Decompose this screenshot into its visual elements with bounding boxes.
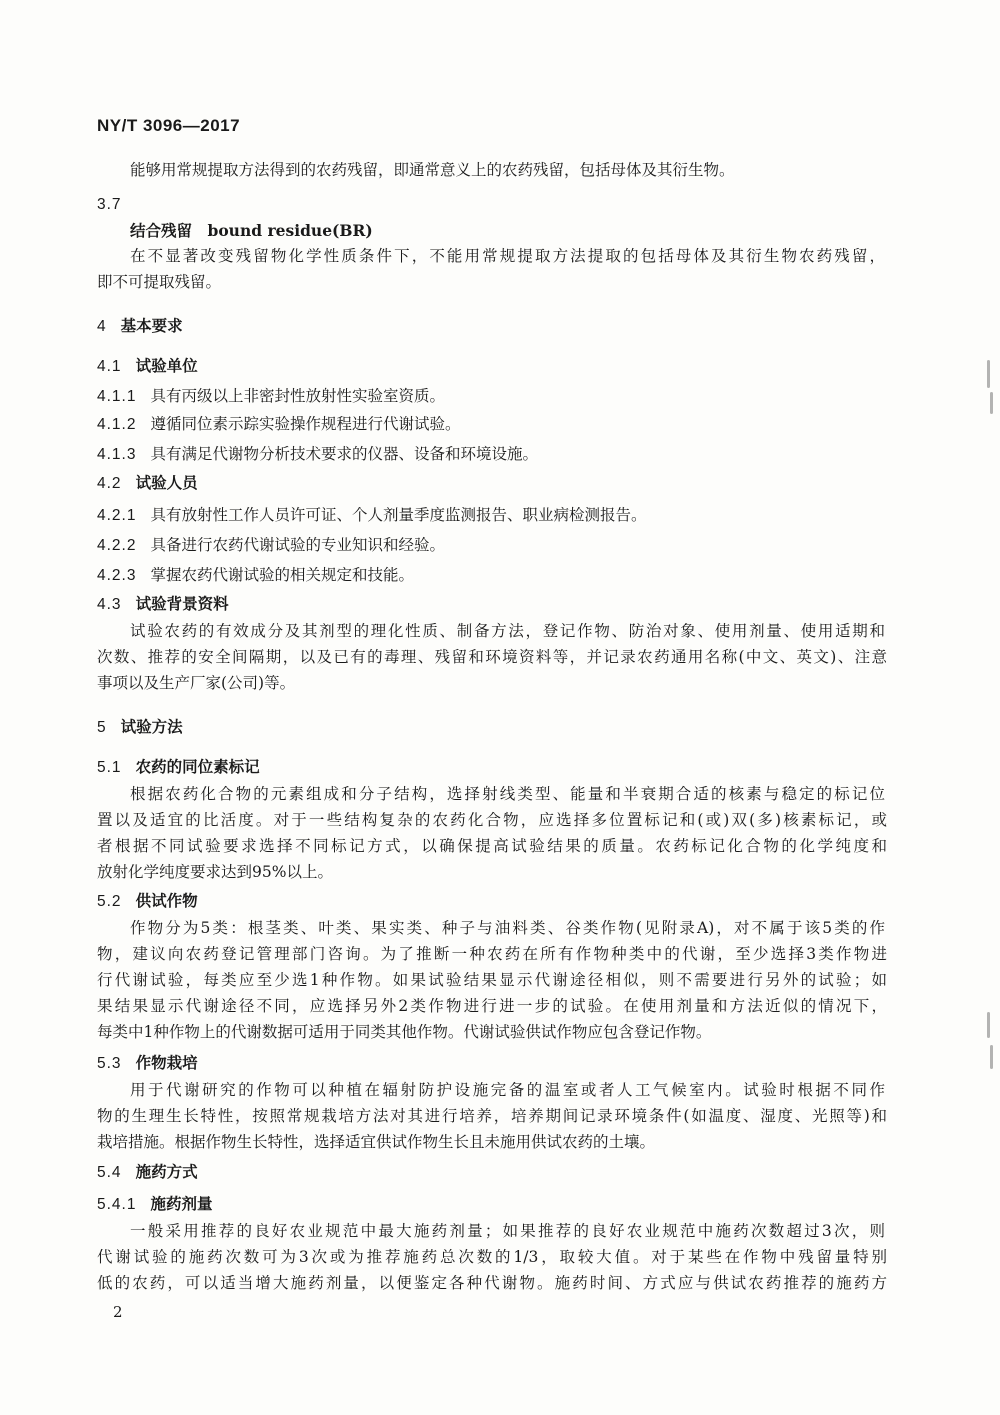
scan-edge-mark	[987, 360, 990, 388]
paragraph-line: 在不显著改变残留物化学性质条件下，不能用常规提取方法提取的包括母体及其衍生物农药残留，	[130, 247, 885, 265]
standard-code: NY/T 3096—2017	[97, 116, 241, 135]
list-item: 4.1.2 遵循同位素示踪实验操作规程进行代谢试验。	[97, 415, 461, 433]
list-item: 4.2.3 掌握农药代谢试验的相关规定和技能。	[97, 566, 414, 584]
paragraph-line: 果结果显示代谢途径不同，应选择另外2类作物进行进一步的试验。在使用剂量和方法近似的情况下，	[97, 997, 887, 1015]
paragraph-line: 次数、推荐的安全间隔期，以及已有的毒理、残留和环境资料等，并记录农药通用名称(中文、英文)、注意	[97, 648, 887, 666]
list-item: 4.1.1 具有丙级以上非密封性放射性实验室资质。	[97, 387, 445, 405]
section-heading: 5.4.1 施药剂量	[97, 1196, 213, 1213]
section-heading: 5.2 供试作物	[97, 893, 198, 910]
paragraph-line: 事项以及生产厂家(公司)等。	[97, 674, 296, 692]
paragraph-line: 根据农药化合物的元素组成和分子结构，选择射线类型、能量和半衰期合适的核素与稳定的标记位	[130, 785, 885, 803]
section-heading: 5.3 作物栽培	[97, 1055, 198, 1072]
paragraph-line: 用于代谢研究的作物可以种植在辐射防护设施完备的温室或者人工气候室内。试验时根据不同作	[130, 1081, 885, 1099]
paragraph-line: 每类中1种作物上的代谢数据可适用于同类其他作物。代谢试验供试作物应包含登记作物。	[97, 1023, 712, 1041]
paragraph-line: 代谢试验的施药次数可为3次或为推荐施药总次数的1/3，取较大值。对于某些在作物中残留量特别	[97, 1248, 887, 1266]
section-heading: 5.1 农药的同位素标记	[97, 759, 260, 776]
section-heading: 5.4 施药方式	[97, 1164, 198, 1181]
list-item: 4.1.3 具有满足代谢物分析技术要求的仪器、设备和环境设施。	[97, 445, 538, 463]
paragraph-line: 物，建议向农药登记管理部门咨询。为了推断一种农药在所有作物种类中的代谢，至少选择3类作物进	[97, 945, 887, 963]
paragraph-line: 作物分为5类：根茎类、叶类、果实类、种子与油料类、谷类作物(见附录A)，对不属于该5类的作	[130, 919, 885, 937]
paragraph-line: 一般采用推荐的良好农业规范中最大施药剂量；如果推荐的良好农业规范中施药次数超过3次，则	[130, 1222, 885, 1240]
scan-edge-mark	[987, 1012, 990, 1038]
paragraph-line: 低的农药，可以适当增大施药剂量，以便鉴定各种代谢物。施药时间、方式应与供试农药推荐的施药方	[97, 1274, 887, 1292]
paragraph-line: 放射化学纯度要求达到95%以上。	[97, 863, 333, 881]
page-number: 2	[113, 1303, 123, 1321]
list-item: 4.2.2 具备进行农药代谢试验的专业知识和经验。	[97, 536, 445, 554]
paragraph-line: 置以及适宜的比活度。对于一些结构复杂的农药化合物，应选择多位置标记和(或)双(多)核素标记，或	[97, 811, 887, 829]
list-item: 4.2.1 具有放射性工作人员许可证、个人剂量季度监测报告、职业病检测报告。	[97, 506, 647, 524]
paragraph-line: 即不可提取残留。	[97, 273, 222, 291]
section-heading: 4.2 试验人员	[97, 475, 198, 492]
term-heading: 结合残留 bound residue(BR)	[130, 221, 373, 240]
paragraph-line: 能够用常规提取方法得到的农药残留，即通常意义上的农药残留，包括母体及其衍生物。	[130, 161, 735, 179]
scan-edge-mark	[990, 392, 993, 414]
paragraph-line: 试验农药的有效成分及其剂型的理化性质、制备方法，登记作物、防治对象、使用剂量、使用适期和	[130, 622, 885, 640]
section-number: 3.7	[97, 196, 122, 213]
section-heading: 4 基本要求	[97, 318, 183, 335]
paragraph-line: 者根据不同试验要求选择不同标记方式，以确保提高试验结果的质量。农药标记化合物的化学纯度和	[97, 837, 887, 855]
section-heading: 4.1 试验单位	[97, 358, 198, 375]
section-heading: 5 试验方法	[97, 719, 183, 736]
paragraph-line: 栽培措施。根据作物生长特性，选择适宜供试作物生长且未施用供试农药的土壤。	[97, 1133, 656, 1151]
paragraph-line: 物的生理生长特性，按照常规栽培方法对其进行培养，培养期间记录环境条件(如温度、湿度、光照等)和	[97, 1107, 887, 1125]
scan-edge-mark	[990, 1045, 993, 1069]
paragraph-line: 行代谢试验，每类应至少选1种作物。如果试验结果显示代谢途径相似，则不需要进行另外的试验；如	[97, 971, 887, 989]
section-heading: 4.3 试验背景资料	[97, 596, 229, 613]
